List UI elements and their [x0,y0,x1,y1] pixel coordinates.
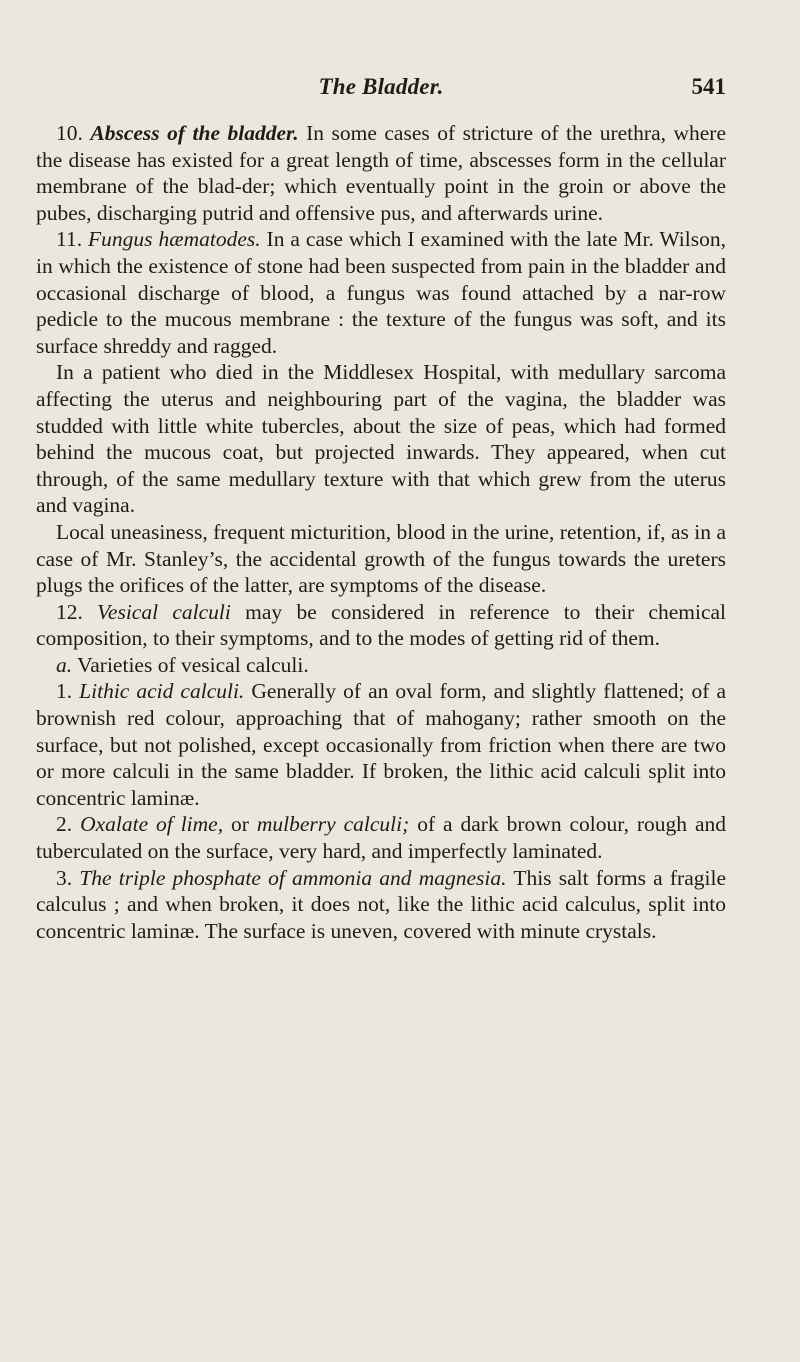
paragraph-text: Local uneasiness, frequent micturition, blood in the urine, retention, if, as in a case of Mr. Stanley’s, the accidental growth of the fungus towards the ureters plugs the orifices of the latter, are symptoms of the disease. [36,519,726,598]
section-heading: Abscess of the bladder. [90,121,299,145]
item-number: 2. [56,812,81,837]
section-number: 10. [56,121,91,145]
section-number: 11. [56,227,89,252]
paragraph-text: Varieties of vesical calculi. [72,652,309,677]
item-number: 1. [56,679,80,704]
item-number: 3. [56,865,80,890]
paragraph-vesical-calculi [36,599,726,652]
section-heading: Fungus hæmatodes. [88,227,261,252]
paragraph-middlesex-case [36,359,726,519]
paragraph-text: or [223,812,257,837]
paragraph-text: In some cases of stricture of the urethra, where the disease has existed for a great length of time, abscesses form in the cellular membrane of the blad-der; which eventually point in the groin or above the pubes, discharging putrid and offensive pus, and afterwards urine. [36,121,726,225]
paragraph-symptoms [36,519,726,599]
subsection-letter: a. [56,652,73,677]
item-heading: The triple phosphate of ammonia and magnesia. [79,865,507,890]
paragraph-fungus [36,226,726,359]
paragraph-text: In a patient who died in the Middlesex Hospital, with medullary sarcoma affecting the uterus and neighbouring part of the vagina, the bladder was studded with little white tubercles, about the size of peas, which had formed behind the mucous coat, but projected inwards. They appeared, when cut through, of the same medullary texture with that which grew from the uterus and vagina. [36,360,726,518]
section-number: 12. [56,599,98,624]
paragraph-text: of a dark brown colour, rough and tuberculated on the surface, very hard, and imperfectly laminated. [36,812,726,864]
section-heading: Vesical calculi [97,599,231,624]
running-title: The Bladder. [318,74,444,99]
paragraph-text: This salt forms a fragile calculus ; and when broken, it does not, like the lithic acid calculus, split into concentric laminæ. The surface is uneven, covered with minute crystals. [36,865,727,943]
paragraph-text: may be considered in reference to their chemical composition, to their symptoms, and to the modes of getting rid of them. [36,599,727,651]
page-number: 541 [691,74,726,99]
item-heading: Oxalate of lime, [80,812,224,837]
paragraph-varieties [36,652,726,679]
paragraph-oxalate [36,811,726,864]
item-heading: Lithic acid calculi. [79,679,245,704]
item-heading-alt: mulberry calculi; [256,812,410,837]
paragraph-lithic-acid [36,678,726,811]
running-header [36,74,726,106]
paragraph-text: In a case which I examined with the late Mr. Wilson, in which the existence of stone had been suspected from pain in the bladder and occasional discharge of blood, a fungus was found attached by a nar-row pedicle to the mucous membrane : the texture of the fungus was soft, and its surface shreddy and ragged. [36,227,726,358]
paragraph-text: Generally of an oval form, and slightly flattened; of a brownish red colour, approaching that of mahogany; rather smooth on the surface, but not polished, except occasionally from friction when there are two or more calculi in the same bladder. If broken, the lithic acid calculi split into concentric laminæ. [36,679,726,810]
paragraph-triple-phosphate [36,865,726,945]
paragraph-abscess [36,120,726,226]
body-text [36,120,726,944]
